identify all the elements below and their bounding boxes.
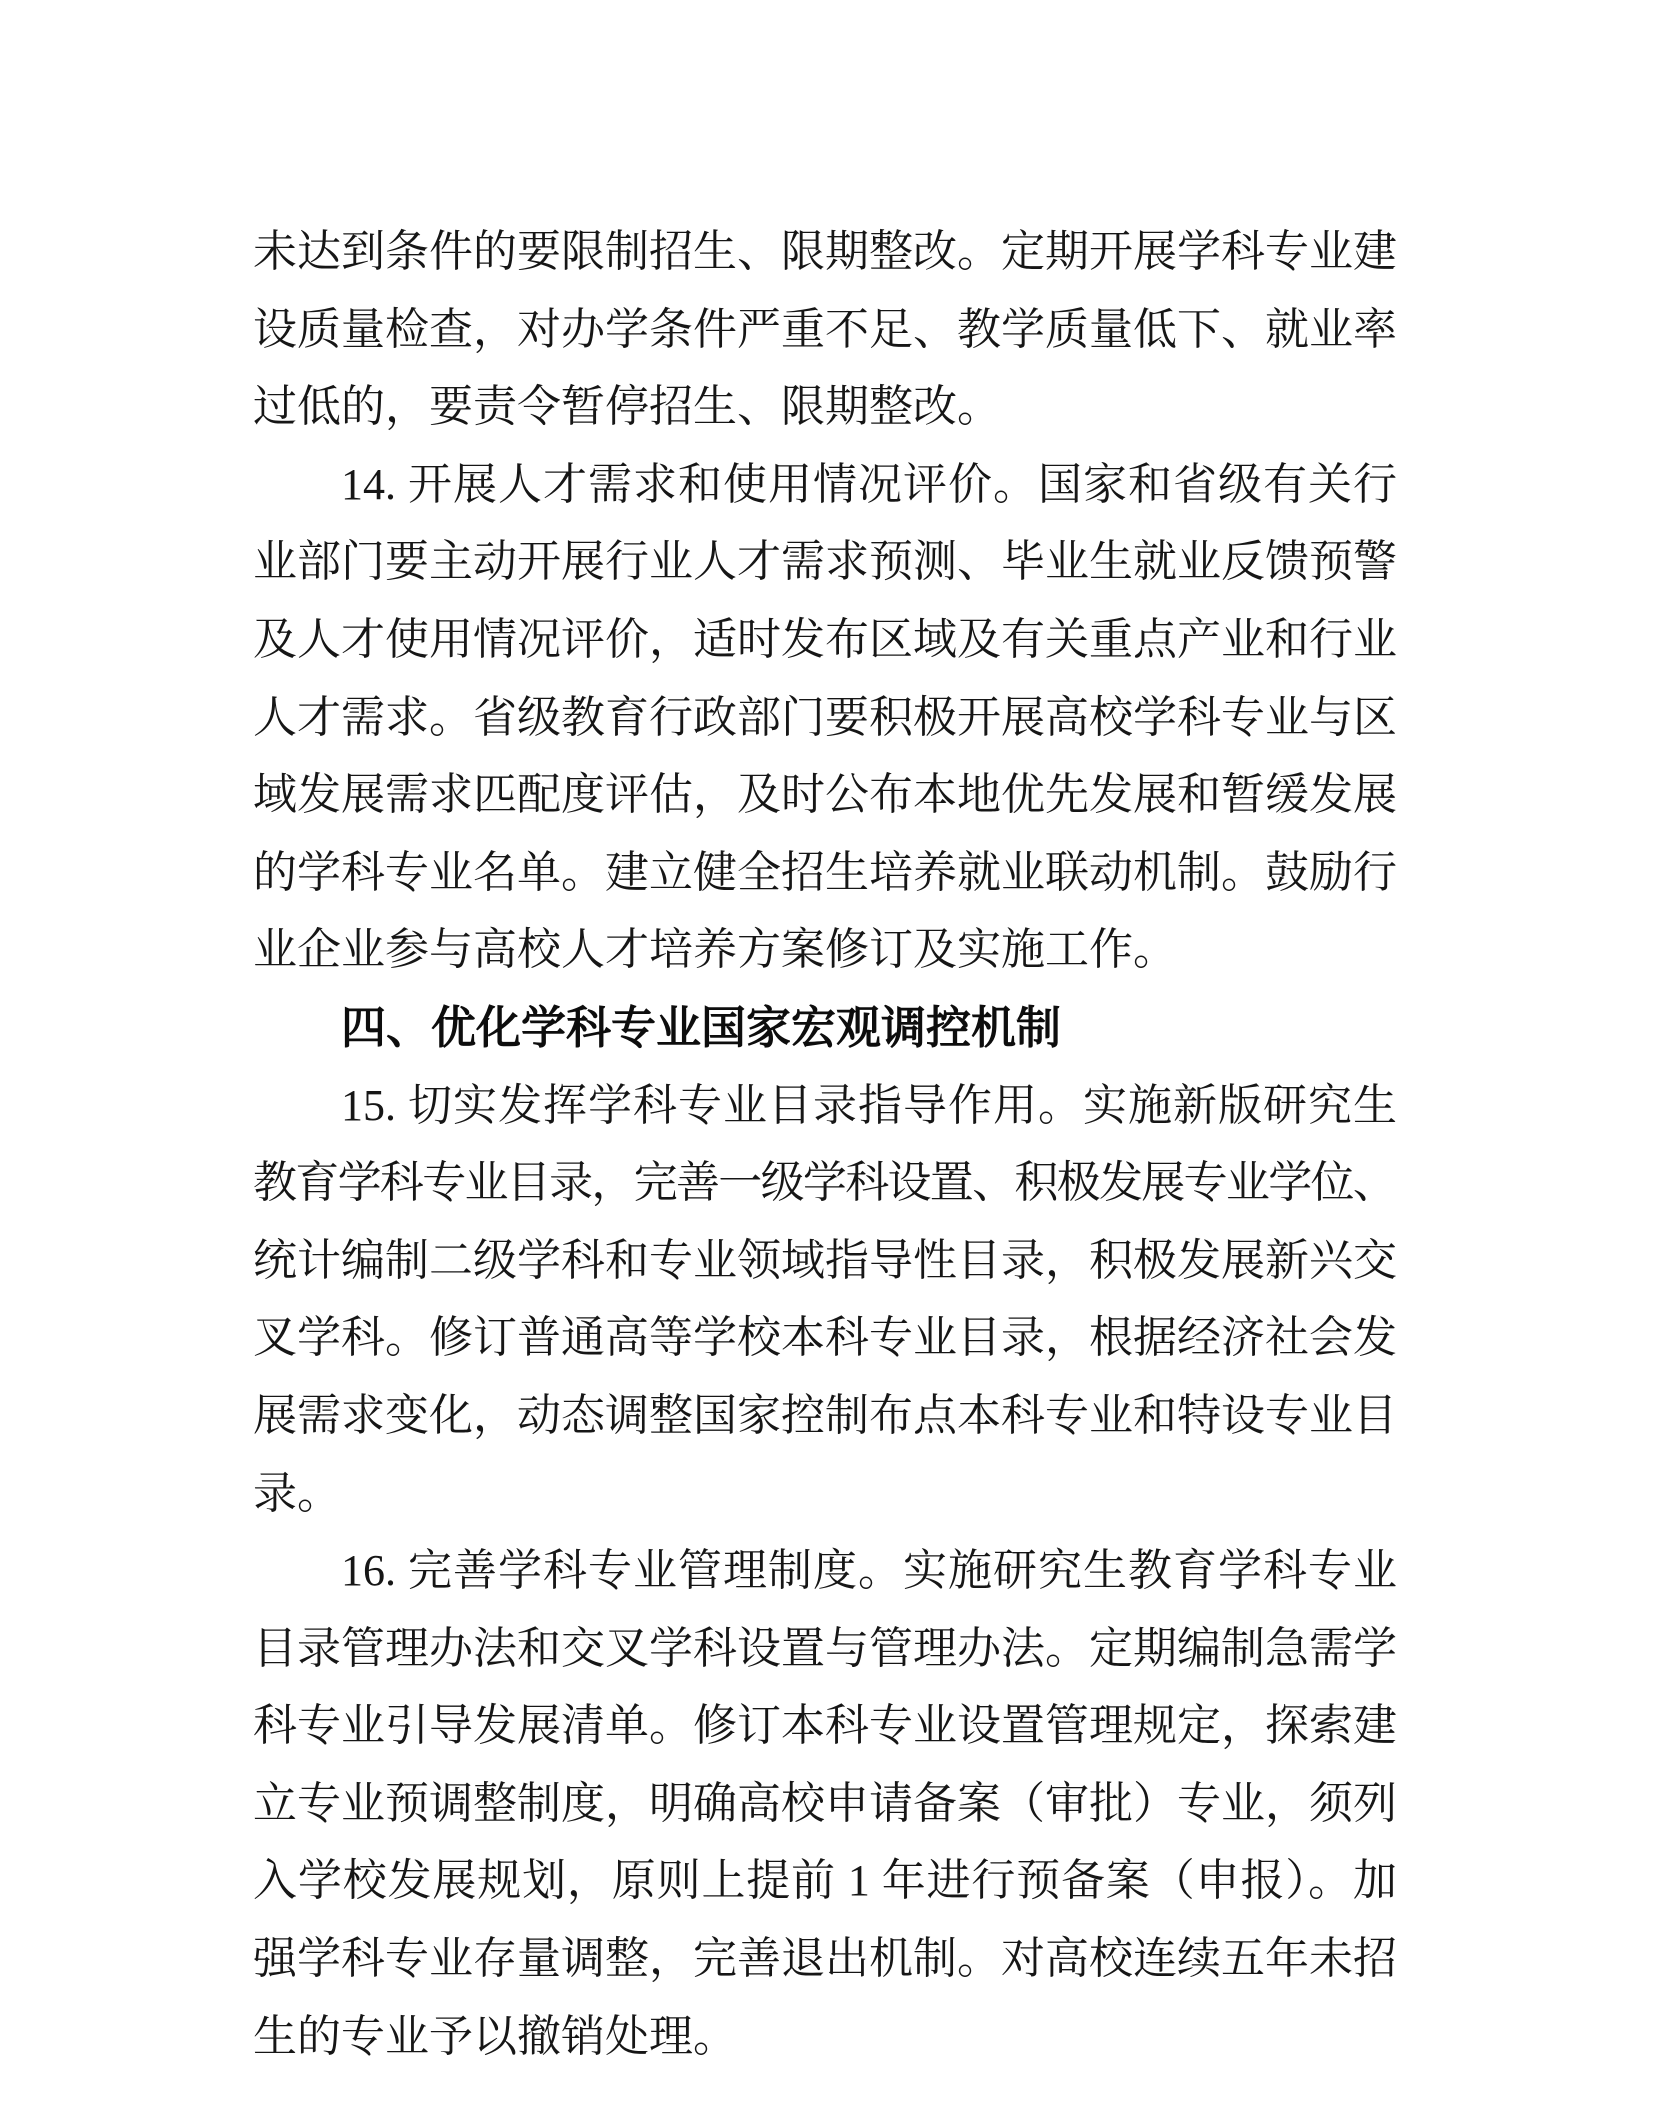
text-line: 入学校发展规划，原则上提前 1 年进行预备案（申报）。加 xyxy=(253,1856,1397,1906)
text-line: 设质量检查，对办学条件严重不足、教学质量低下、就业率 xyxy=(253,304,1397,354)
text-line: 及人才使用情况评价，适时发布区域及有关重点产业和行业 xyxy=(253,614,1397,664)
paragraph-16-start: 16. 完善学科专业管理制度。实施研究生教育学科专业 xyxy=(341,1546,1397,1596)
text-block xyxy=(253,213,1397,2075)
section-heading: 四、优化学科专业国家宏观调控机制 xyxy=(341,1001,1062,1053)
text-line: 强学科专业存量调整，完善退出机制。对高校连续五年未招 xyxy=(253,1934,1397,1984)
text-line: 未达到条件的要限制招生、限期整改。定期开展学科专业建 xyxy=(253,227,1397,276)
paragraph-14-start: 14. 开展人才需求和使用情况评价。国家和省级有关行 xyxy=(341,459,1397,509)
text-line: 的学科专业名单。建立健全招生培养就业联动机制。鼓励行 xyxy=(253,847,1397,897)
text-line: 过低的，要责令暂停招生、限期整改。 xyxy=(253,382,1001,432)
text-line: 业部门要主动开展行业人才需求预测、毕业生就业反馈预警 xyxy=(253,537,1397,587)
text-line: 教育学科专业目录，完善一级学科设置、积极发展专业学位、 xyxy=(253,1158,1396,1208)
paragraph-15-start: 15. 切实发挥学科专业目录指导作用。实施新版研究生 xyxy=(341,1080,1397,1130)
text-line: 统计编制二级学科和专业领域指导性目录，积极发展新兴交 xyxy=(253,1235,1397,1285)
text-line: 人才需求。省级教育行政部门要积极开展高校学科专业与区 xyxy=(253,692,1397,742)
text-line: 立专业预调整制度，明确高校申请备案（审批）专业，须列 xyxy=(253,1778,1397,1828)
text-line: 叉学科。修订普通高等学校本科专业目录，根据经济社会发 xyxy=(253,1313,1397,1363)
text-line: 业企业参与高校人才培养方案修订及实施工作。 xyxy=(253,925,1177,975)
text-line: 录。 xyxy=(253,1468,341,1518)
text-line: 科专业引导发展清单。修订本科专业设置管理规定，探索建 xyxy=(253,1701,1397,1751)
text-line: 展需求变化，动态调整国家控制布点本科专业和特设专业目 xyxy=(253,1390,1397,1440)
text-line: 生的专业予以撤销处理。 xyxy=(253,2011,737,2061)
text-line: 域发展需求匹配度评估，及时公布本地优先发展和暂缓发展 xyxy=(253,770,1397,820)
text-line: 目录管理办法和交叉学科设置与管理办法。定期编制急需学 xyxy=(253,1623,1397,1673)
